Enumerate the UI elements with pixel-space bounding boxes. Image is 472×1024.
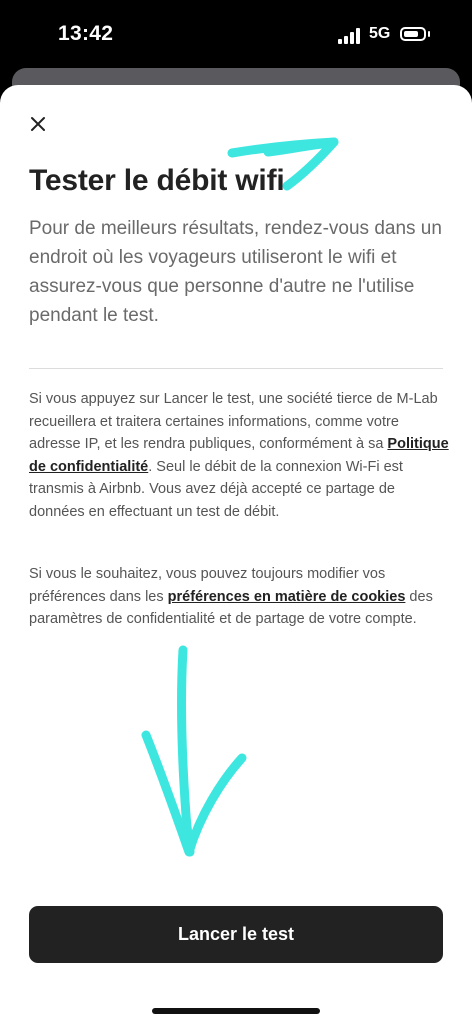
disclaimer-text: Si vous le souhaitez, vous pouvez toujours modifier vos préférences dans les bbox=[29, 566, 386, 605]
battery-tip bbox=[428, 31, 430, 37]
network-type: 5G bbox=[369, 25, 391, 42]
privacy-disclaimer bbox=[29, 388, 449, 523]
modal-title: Tester le débit wifi bbox=[29, 164, 285, 197]
cookie-preferences-link[interactable]: préférences en matière de cookies bbox=[167, 588, 406, 605]
close-button[interactable] bbox=[24, 110, 52, 138]
home-indicator bbox=[152, 1008, 320, 1014]
disclaimer-text: des paramètres de confidentialité et de partage de votre compte. bbox=[29, 588, 433, 627]
cellular-signal-icon bbox=[338, 28, 362, 44]
cookie-disclaimer bbox=[29, 563, 449, 631]
start-test-button[interactable]: Lancer le test bbox=[29, 906, 443, 963]
battery-icon bbox=[400, 27, 426, 41]
divider bbox=[29, 368, 443, 369]
disclaimer-text: . Seul le débit de la connexion Wi-Fi est transmis à Airbnb. Vous avez déjà accepté ce partage de données en effectuant un test de débit. bbox=[29, 458, 403, 520]
close-icon bbox=[30, 116, 46, 132]
status-time: 13:42 bbox=[58, 22, 114, 45]
privacy-policy-link[interactable]: Politique de confidentialité bbox=[29, 436, 449, 475]
disclaimer-text: Si vous appuyez sur Lancer le test, une société tierce de M-Lab recueillera et traitera certaines informations, comme votre adresse IP, et les rendra publiques, conformément à sa bbox=[29, 391, 438, 452]
modal-subtitle: Pour de meilleurs résultats, rendez-vous dans un endroit où les voyageurs utiliseront le wifi et assurez-vous que personne d'autre ne l'utilise pendant le test. bbox=[29, 218, 442, 326]
status-bar bbox=[0, 0, 472, 70]
